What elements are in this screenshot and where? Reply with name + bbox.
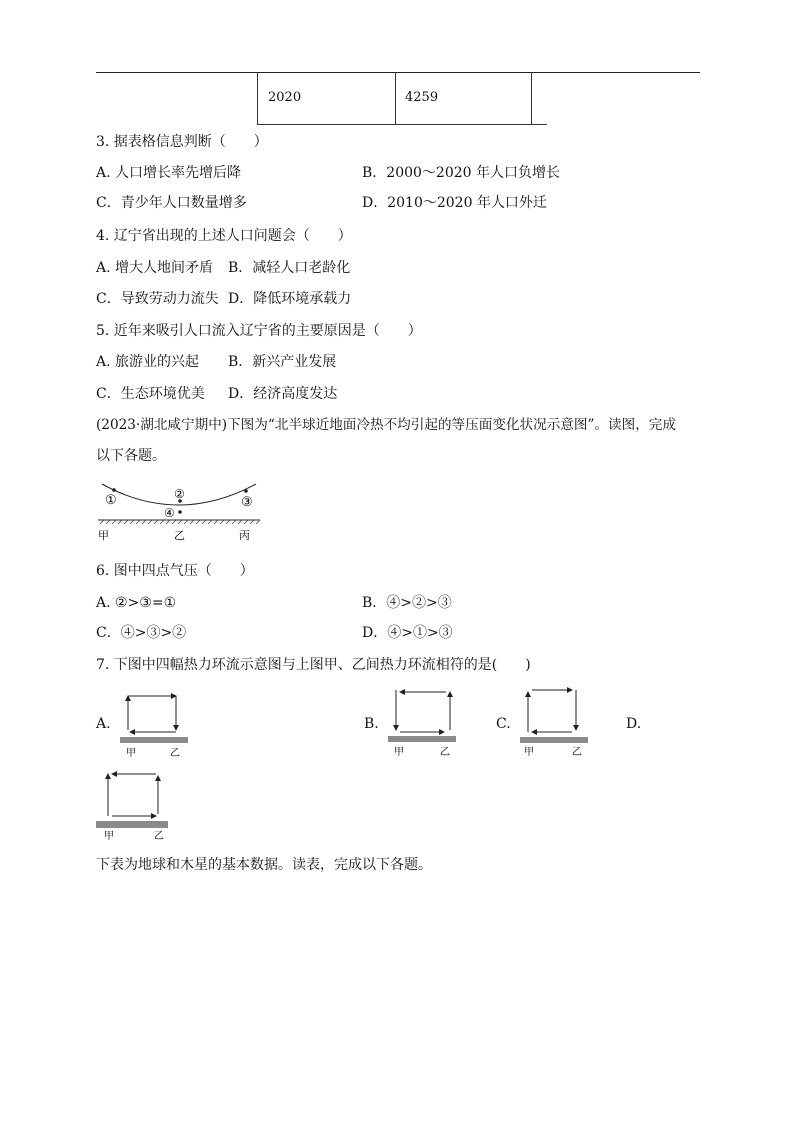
diagram-a-jia: 甲: [126, 748, 136, 758]
q7-stem: 7. 下图中四幅热力环流示意图与上图甲、乙间热力环流相符的是( ): [96, 657, 531, 673]
point-1-label: ①: [105, 493, 117, 508]
point-4-dot: [178, 510, 182, 514]
intro-2: 下表为地球和木星的基本数据。读表，完成以下各题。: [96, 857, 432, 873]
diagram-b-jia: 甲: [394, 747, 404, 758]
q7-option-c[interactable]: C.: [496, 716, 511, 732]
q3-option-d[interactable]: D．2010～2020 年人口外迁: [362, 195, 547, 211]
diagram-a-yi: 乙: [170, 748, 180, 758]
q4-option-a[interactable]: A. 增大人地间矛盾: [96, 260, 214, 276]
diagram-d-jia: 甲: [104, 831, 114, 842]
table-cell-value: [395, 72, 532, 124]
point-2-label: ②: [174, 487, 185, 501]
circulation-diagram-c[interactable]: [518, 684, 594, 758]
ground-label-yi: 乙: [174, 529, 185, 542]
q6-option-b[interactable]: B．④>②>③: [362, 595, 452, 611]
q6-stem: 6. 图中四点气压（ ）: [96, 563, 254, 579]
point-4-label: ④: [164, 506, 175, 520]
q4-option-d[interactable]: D．降低环境承载力: [228, 291, 352, 307]
q7-option-b[interactable]: B.: [364, 716, 379, 732]
diagram-c-jia: 甲: [524, 747, 534, 758]
table-year: 2020: [268, 90, 302, 105]
table-bottom-border: [257, 124, 547, 125]
q5-option-d[interactable]: D．经济高度发达: [228, 386, 338, 402]
q3-option-a[interactable]: A. 人口增长率先增后降: [96, 165, 242, 181]
q3-option-b[interactable]: B．2000～2020 年人口负增长: [362, 165, 560, 181]
q5-stem: 5. 近年来吸引人口流入辽宁省的主要原因是（ ）: [96, 323, 422, 339]
q3-stem: 3. 据表格信息判断（ ）: [96, 134, 268, 150]
q7-option-d[interactable]: D.: [626, 716, 642, 732]
q6-option-d[interactable]: D．④>①>③: [362, 625, 453, 641]
ground-label-bing: 丙: [239, 529, 250, 542]
q4-option-c[interactable]: C．导致劳动力流失: [96, 291, 219, 307]
ground-hatching: [100, 520, 260, 524]
population-table: [257, 72, 546, 124]
circulation-diagram-b[interactable]: [386, 686, 460, 758]
ground-label-jia: 甲: [98, 529, 109, 542]
q5-option-c[interactable]: C．生态环境优美: [96, 386, 205, 402]
isobar-diagram: [96, 478, 266, 544]
q4-stem: 4. 辽宁省出现的上述人口问题会（ ）: [96, 228, 352, 244]
circulation-diagram-d[interactable]: [94, 766, 170, 842]
circulation-diagram-a[interactable]: [118, 690, 192, 758]
q6-option-c[interactable]: C．④>③>②: [96, 625, 187, 641]
diagram-b-yi: 乙: [440, 747, 450, 758]
diagram-d-yi: 乙: [154, 831, 164, 842]
q5-option-a[interactable]: A. 旅游业的兴起: [96, 354, 200, 370]
q6-option-a[interactable]: A. ②>③=①: [96, 595, 177, 611]
point-1-dot: [112, 488, 116, 492]
q5-option-b[interactable]: B．新兴产业发展: [228, 354, 337, 370]
diagram-c-yi: 乙: [572, 747, 582, 758]
q4-option-b[interactable]: B．减轻人口老龄化: [228, 260, 351, 276]
q3-option-c[interactable]: C．青少年人口数量增多: [96, 195, 247, 211]
point-3-dot: [244, 489, 248, 493]
q7-option-a[interactable]: A.: [96, 716, 111, 732]
table-value: 4259: [405, 90, 439, 105]
intro-1-line-1: (2023·湖北咸宁期中)下图为“北半球近地面冷热不均引起的等压面变化状况示意图”。读图，完成: [96, 417, 676, 433]
point-3-label: ③: [241, 495, 253, 510]
intro-1-line-2: 以下各题。: [96, 448, 166, 464]
table-cell-year: [257, 72, 396, 124]
